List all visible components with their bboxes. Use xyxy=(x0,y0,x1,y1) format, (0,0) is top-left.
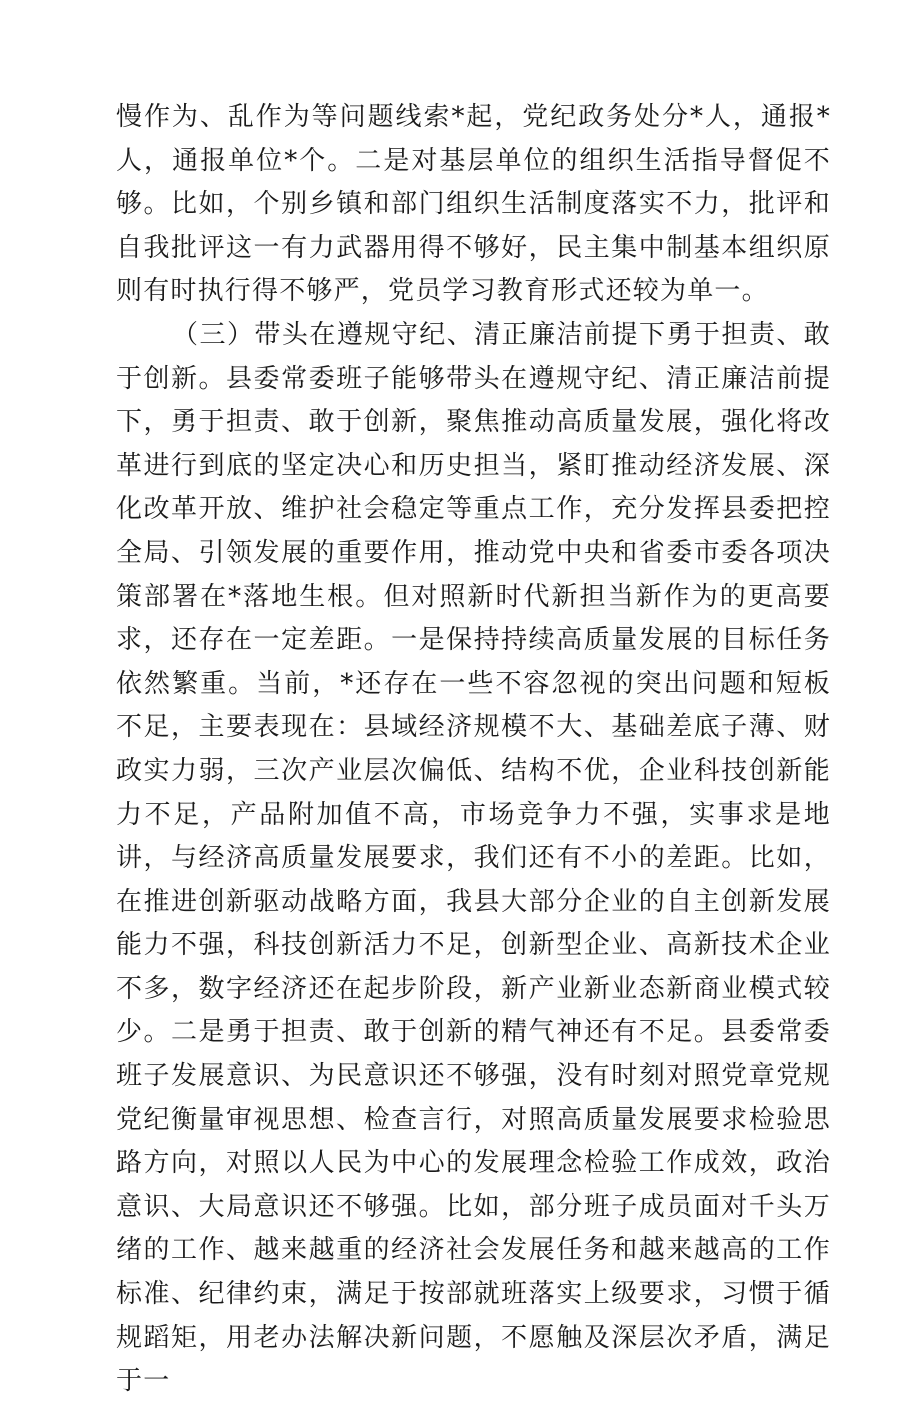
paragraph-section-three: （三）带头在遵规守纪、清正廉洁前提下勇于担责、敢于创新。县委常委班子能够带头在遵规守纪、清正廉洁前提下，勇于担责、敢于创新，聚焦推动高质量发展，强化将改革进行到底的坚定决心和历史担当，紧盯推动经济发展、深化改革开放、维护社会稳定等重点工作，充分发挥县委把控全局、引领发展的重要作用，推动党中央和省委市委各项决策部署在*落地生根。但对照新时代新担当新作为的更高要求，还存在一定差距。一是保持持续高质量发展的目标任务依然繁重。当前，*还存在一些不容忽视的突出问题和短板不足，主要表现在：县域经济规模不大、基础差底子薄、财政实力弱，三次产业层次偏低、结构不优，企业科技创新能力不足，产品附加值不高，市场竞争力不强，实事求是地讲，与经济高质量发展要求，我们还有不小的差距。比如，在推进创新驱动战略方面，我县大部分企业的自主创新发展能力不强，科技创新活力不足，创新型企业、高新技术企业不多，数字经济还在起步阶段，新产业新业态新商业模式较少。二是勇于担责、敢于创新的精气神还有不足。县委常委班子发展意识、为民意识还不够强，没有时刻对照党章党规党纪衡量审视思想、检查言行，对照高质量发展要求检验思路方向，对照以人民为中心的发展理念检验工作成效，政治意识、大局意识还不够强。比如，部分班子成员面对千头万绪的工作、越来越重的经济社会发展任务和越来越高的工作标准、纪律约束，满足于按部就班落实上级要求，习惯于循规蹈矩，用老办法解决新问题，不愿触及深层次矛盾，满足于一 xyxy=(116,319,831,1397)
document-body xyxy=(116,96,831,1404)
paragraph-continuation: 慢作为、乱作为等问题线索*起，党纪政务处分*人，通报*人，通报单位*个。二是对基层单位的组织生活指导督促不够。比如，个别乡镇和部门组织生活制度落实不力，批评和自我批评这一有力武器用得不够好，民主集中制基本组织原则有时执行得不够严，党员学习教育形式还较为单一。 xyxy=(116,102,831,307)
